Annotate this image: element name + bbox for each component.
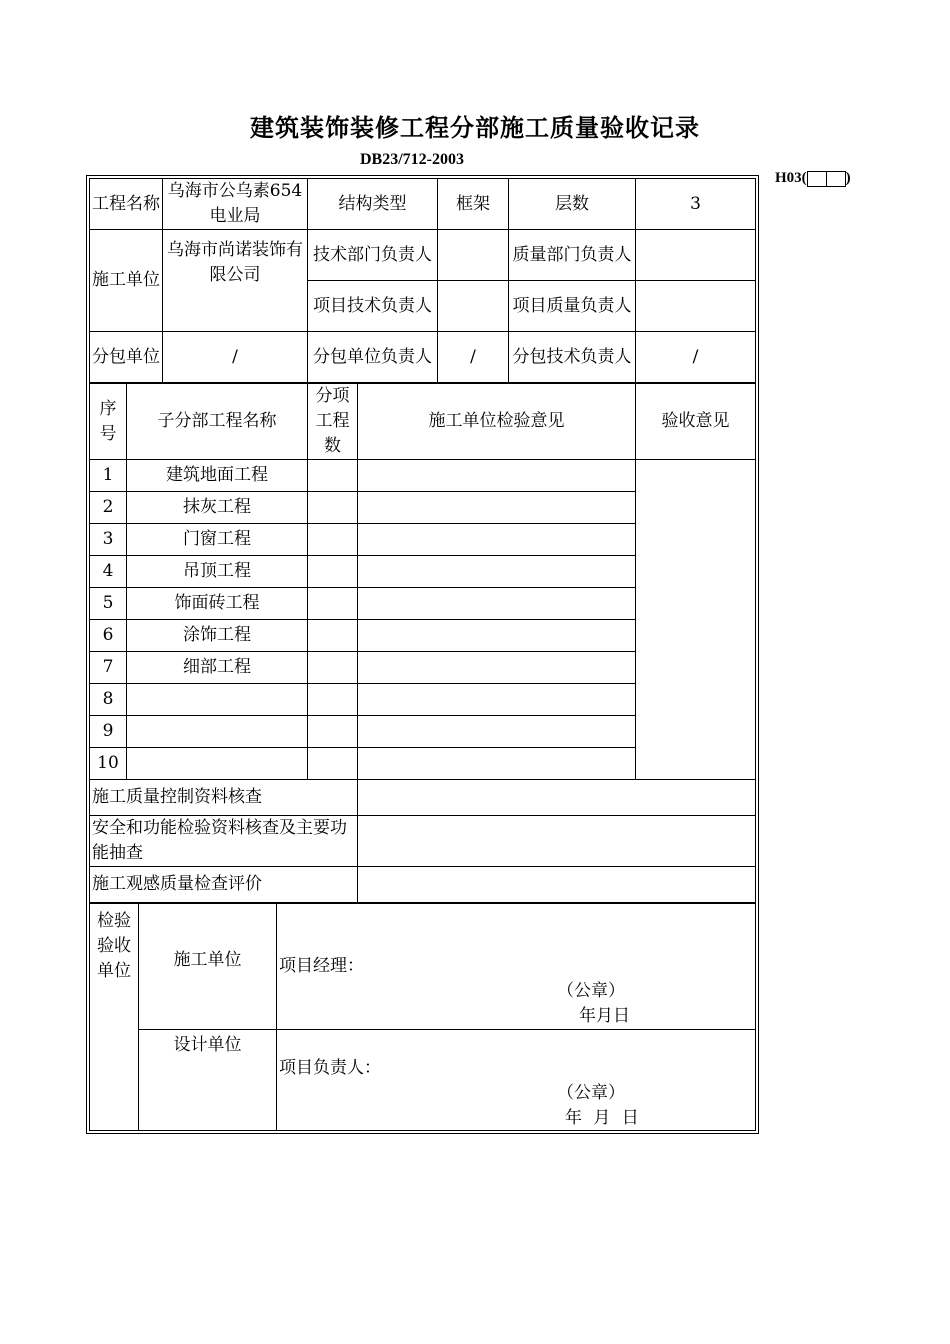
form-code-prefix: H03( <box>775 170 807 186</box>
row-name[interactable] <box>127 748 308 780</box>
signoff-row-contractor <box>90 904 756 1030</box>
row-no: 7 <box>90 652 127 684</box>
row-name: 吊顶工程 <box>127 556 308 588</box>
row-count[interactable] <box>308 748 358 780</box>
row-count[interactable] <box>308 588 358 620</box>
check-safety-docs-value[interactable] <box>358 816 756 867</box>
floors-label: 层数 <box>509 179 636 230</box>
column-header-row <box>90 384 756 460</box>
subcontractor-label: 分包单位 <box>90 332 163 383</box>
project-manager-label: 项目经理： <box>279 956 364 976</box>
row-opinion[interactable] <box>358 460 636 492</box>
row-opinion[interactable] <box>358 716 636 748</box>
row-opinion[interactable] <box>358 684 636 716</box>
column-acceptance: 验收意见 <box>636 384 756 460</box>
row-count[interactable] <box>308 556 358 588</box>
row-opinion[interactable] <box>358 524 636 556</box>
row-count[interactable] <box>308 652 358 684</box>
column-name: 子分部工程名称 <box>127 384 308 460</box>
structure-type-value[interactable]: 框架 <box>438 179 509 230</box>
project-tech-head-label: 项目技术负责人 <box>308 281 438 332</box>
form-code-box[interactable] <box>827 171 846 187</box>
contractor-seal: （公章） <box>557 981 625 1001</box>
sub-tech-head-label: 分包技术负责人 <box>509 332 636 383</box>
project-name-label: 工程名称 <box>90 179 163 230</box>
page-title: 建筑装饰装修工程分部施工质量验收记录 <box>250 113 700 142</box>
row-name[interactable] <box>127 684 308 716</box>
row-no: 8 <box>90 684 127 716</box>
row-opinion[interactable] <box>358 492 636 524</box>
quality-dept-head-value[interactable] <box>636 230 756 281</box>
row-opinion[interactable] <box>358 588 636 620</box>
signoff-contractor-cell[interactable] <box>277 904 756 1030</box>
sub-unit-head-label: 分包单位负责人 <box>308 332 438 383</box>
row-opinion[interactable] <box>358 748 636 780</box>
signoff-table <box>89 903 756 1131</box>
row-name: 建筑地面工程 <box>127 460 308 492</box>
sub-unit-head-value[interactable]: / <box>438 332 509 383</box>
signoff-contractor-label: 施工单位 <box>139 904 277 1030</box>
form-code-box[interactable] <box>807 171 827 187</box>
signoff-designer-label: 设计单位 <box>139 1030 277 1131</box>
row-no: 6 <box>90 620 127 652</box>
signoff-row-designer <box>90 1030 756 1131</box>
contractor-value[interactable]: 乌海市尚诺装饰有限公司 <box>163 230 308 332</box>
row-name[interactable] <box>127 716 308 748</box>
row-count[interactable] <box>308 716 358 748</box>
check-row-appearance <box>90 867 756 903</box>
contractor-label: 施工单位 <box>90 230 163 332</box>
row-name: 门窗工程 <box>127 524 308 556</box>
row-name: 饰面砖工程 <box>127 588 308 620</box>
form-code <box>775 170 851 187</box>
row-opinion[interactable] <box>358 556 636 588</box>
signoff-designer-cell[interactable] <box>277 1030 756 1131</box>
check-quality-docs-label: 施工质量控制资料核查 <box>90 780 358 816</box>
header-row-project <box>90 179 756 230</box>
row-no: 3 <box>90 524 127 556</box>
column-seq: 序号 <box>90 384 127 460</box>
column-count: 分项工程数 <box>308 384 358 460</box>
row-count[interactable] <box>308 620 358 652</box>
column-opinion: 施工单位检验意见 <box>358 384 636 460</box>
project-quality-head-label: 项目质量负责人 <box>509 281 636 332</box>
form-frame <box>86 175 759 1134</box>
project-quality-head-value[interactable] <box>636 281 756 332</box>
standard-number: DB23/712-2003 <box>360 151 464 168</box>
subcontractor-value[interactable]: / <box>163 332 308 383</box>
sub-division-table <box>89 383 756 903</box>
check-appearance-value[interactable] <box>358 867 756 903</box>
row-opinion[interactable] <box>358 620 636 652</box>
acceptance-opinion-cell[interactable] <box>636 460 756 780</box>
row-opinion[interactable] <box>358 652 636 684</box>
tech-dept-head-label: 技术部门负责人 <box>308 230 438 281</box>
check-appearance-label: 施工观感质量检查评价 <box>90 867 358 903</box>
row-count[interactable] <box>308 460 358 492</box>
row-count[interactable] <box>308 684 358 716</box>
row-name: 细部工程 <box>127 652 308 684</box>
check-row-safety-docs <box>90 816 756 867</box>
row-name: 涂饰工程 <box>127 620 308 652</box>
sub-tech-head-value[interactable]: / <box>636 332 756 383</box>
form-code-suffix: ) <box>845 170 851 186</box>
tech-dept-head-value[interactable] <box>438 230 509 281</box>
floors-value[interactable]: 3 <box>636 179 756 230</box>
contractor-date: 年月日 <box>579 1006 630 1026</box>
design-head-label: 项目负责人： <box>279 1058 381 1078</box>
table-row <box>90 460 756 492</box>
row-no: 1 <box>90 460 127 492</box>
row-no: 5 <box>90 588 127 620</box>
designer-seal: （公章） <box>557 1083 625 1103</box>
check-safety-docs-label: 安全和功能检验资料核查及主要功能抽查 <box>90 816 358 867</box>
row-no: 2 <box>90 492 127 524</box>
project-name-value[interactable]: 乌海市公乌素654电业局 <box>163 179 308 230</box>
row-name: 抹灰工程 <box>127 492 308 524</box>
quality-dept-head-label: 质量部门负责人 <box>509 230 636 281</box>
check-row-quality-docs <box>90 780 756 816</box>
header-row-contractor <box>90 230 756 281</box>
row-no: 4 <box>90 556 127 588</box>
row-no: 10 <box>90 748 127 780</box>
structure-type-label: 结构类型 <box>308 179 438 230</box>
header-row-subcontractor <box>90 332 756 383</box>
row-count[interactable] <box>308 524 358 556</box>
signoff-unit-label: 检验验收单位 <box>90 904 139 1131</box>
row-no: 9 <box>90 716 127 748</box>
project-tech-head-value[interactable] <box>438 281 509 332</box>
acceptance-form-table <box>89 178 756 383</box>
row-count[interactable] <box>308 492 358 524</box>
designer-date: 年 月 日 <box>565 1108 639 1128</box>
check-quality-docs-value[interactable] <box>358 780 756 816</box>
